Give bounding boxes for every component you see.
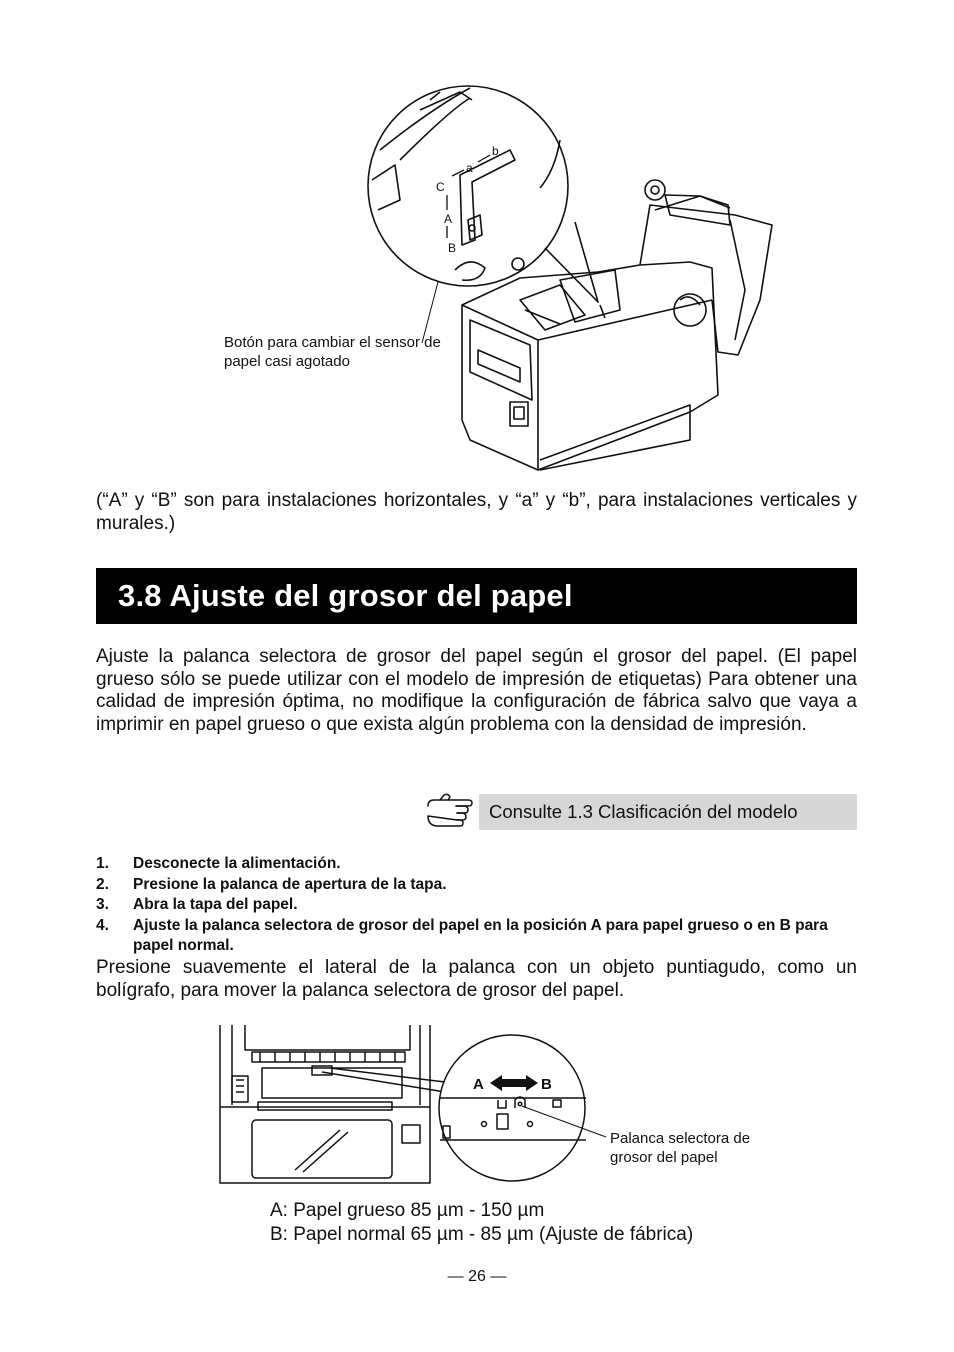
step-number: 4. [96,916,109,934]
step-followup: Presione suavemente el lateral de la palanca con un objeto puntiagudo, como un bolígrafo, para mover la palanca selectora de grosor del papel. [96,957,857,1001]
printer-top-illustration [360,80,780,480]
label-a-lower: a [466,161,473,175]
list-item [96,875,858,896]
sensor-button-callout: Botón para cambiar el sensor de papel casi agotado [224,334,441,370]
spec-thick-paper: A: Papel grueso 85 µm - 150 µm [270,1200,545,1221]
page-number: — 26 — [447,1268,507,1285]
section-title: 3.8 Ajuste del grosor del papel [118,578,573,613]
step-text: Abra la tapa del papel. [133,896,298,913]
label-b: B [541,1076,552,1093]
printer-lever-illustration [215,1020,615,1190]
label-a-upper: A [444,212,453,226]
list-item [96,916,858,957]
section-header-bar [96,568,857,624]
label-b-upper: B [448,241,457,255]
spec-normal-paper: B: Papel normal 65 µm - 85 µm (Ajuste de fábrica) [270,1223,694,1245]
label-a: A [473,1076,484,1093]
step-number: 1. [96,855,109,872]
section-intro: Ajuste la palanca selectora de grosor del papel según el grosor del papel. (El papel grueso sólo se puede utilizar con el modelo de impresión de etiquetas) Para obtener una calidad de impresión óptima, no modifique la configuración de fábrica salvo que vaya a imprimir en papel grueso o que exista algún problema con la densidad de impresión. [96,646,857,735]
model-reference-link[interactable]: Consulte 1.3 Clasificación del modelo [479,794,857,830]
steps-list [96,854,858,957]
step-text: Ajuste la palanca selectora de grosor del papel en la posición A para papel grueso o en B para papel normal. [133,916,828,954]
paper-specs [270,1199,693,1246]
step-number: 3. [96,896,109,913]
label-b-lower: b [492,144,499,158]
list-item [96,854,858,875]
pointing-hand-icon [424,792,476,834]
list-item [96,895,858,916]
thickness-lever-callout: Palanca selectora de grosor del papel [610,1130,751,1166]
step-text: Desconecte la alimentación. [133,855,341,872]
step-text: Presione la palanca de apertura de la tapa. [133,875,447,893]
label-c: C [436,180,445,194]
step-number: 2. [96,875,109,893]
installation-note: (“A” y “B” son para instalaciones horizontales, y “a” y “b”, para instalaciones verticales y murales.) [96,490,857,534]
